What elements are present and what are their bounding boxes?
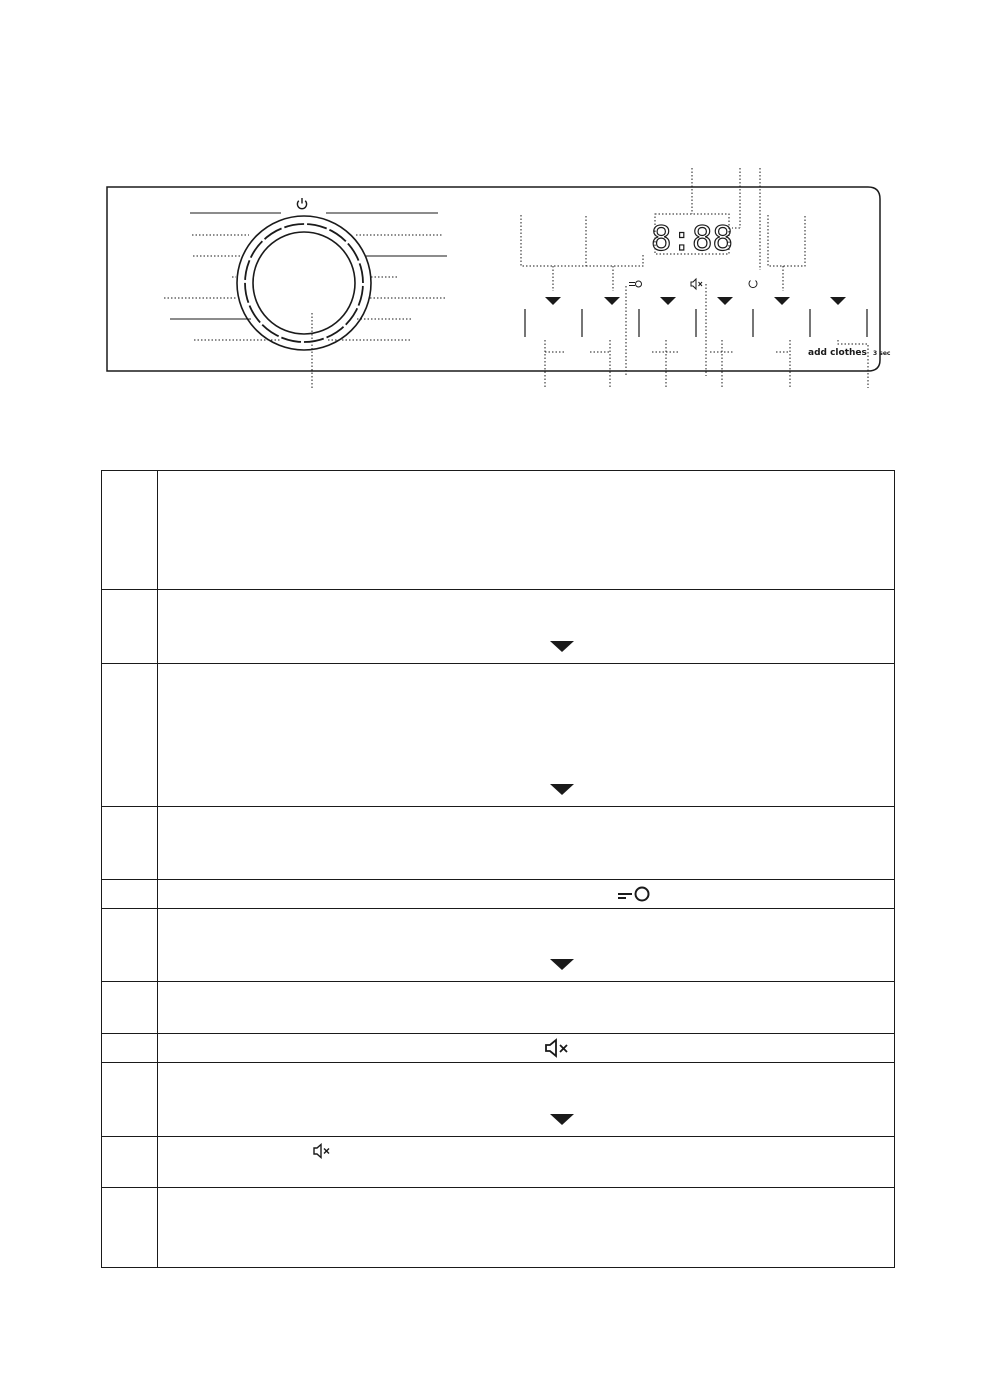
power-icon[interactable]	[297, 198, 306, 209]
row-number-cell	[102, 1063, 158, 1137]
row-content-cell	[158, 880, 895, 909]
row-number-cell	[102, 880, 158, 909]
dial-callouts-right	[326, 213, 447, 340]
arrow-down-icon[interactable]	[545, 297, 561, 305]
row-content-cell	[158, 590, 895, 664]
digital-display	[651, 214, 733, 259]
start-pause-icon	[749, 281, 757, 288]
row-content-cell	[158, 471, 895, 590]
row-number-cell	[102, 982, 158, 1034]
row-content-cell	[158, 807, 895, 880]
table-row	[102, 471, 895, 590]
arrow-down-icon[interactable]	[830, 297, 846, 305]
child-lock-icon	[629, 281, 642, 287]
dial-callouts-left	[164, 213, 281, 340]
add-clothes-label: add clothes 3 sec	[808, 348, 891, 358]
row-number-cell	[102, 590, 158, 664]
table-row	[102, 982, 895, 1034]
mute-icon	[544, 1038, 572, 1058]
arrow-down-icon	[550, 959, 574, 971]
row-content-cell	[158, 1063, 895, 1137]
mute-icon	[312, 1143, 334, 1159]
row-number-cell	[102, 664, 158, 807]
table-row	[102, 590, 895, 664]
row-number-cell	[102, 909, 158, 982]
table-row	[102, 1034, 895, 1063]
table-row	[102, 1188, 895, 1268]
row-content-cell	[158, 664, 895, 807]
button-separators	[525, 309, 867, 337]
panel-outline	[107, 187, 880, 371]
row-content-cell	[158, 1188, 895, 1268]
table-row	[102, 909, 895, 982]
arrow-down-icon	[550, 641, 574, 653]
row-number-cell	[102, 1188, 158, 1268]
table-row	[102, 880, 895, 909]
table-row	[102, 664, 895, 807]
arrow-down-icon[interactable]	[660, 297, 676, 305]
display-digits: 8:88	[651, 219, 733, 259]
mute-icon	[691, 279, 702, 289]
row-number-cell	[102, 1137, 158, 1188]
row-content-cell	[158, 1137, 895, 1188]
arrow-down-icon[interactable]	[774, 297, 790, 305]
arrow-down-icon[interactable]	[717, 297, 733, 305]
arrow-down-icon	[550, 784, 574, 796]
arrow-down-icon[interactable]	[604, 297, 620, 305]
row-number-cell	[102, 1034, 158, 1063]
button-arrows[interactable]	[545, 297, 846, 305]
table-row	[102, 1137, 895, 1188]
program-selector-dial[interactable]	[237, 216, 371, 350]
description-table	[101, 470, 895, 1268]
control-panel-diagram	[0, 0, 996, 400]
row-number-cell	[102, 807, 158, 880]
row-content-cell	[158, 1034, 895, 1063]
row-content-cell	[158, 909, 895, 982]
row-content-cell	[158, 982, 895, 1034]
child-lock-icon	[616, 885, 652, 903]
table-row	[102, 1063, 895, 1137]
row-number-cell	[102, 471, 158, 590]
arrow-down-icon	[550, 1114, 574, 1126]
button-callouts-bottom	[545, 284, 868, 388]
table-row	[102, 807, 895, 880]
